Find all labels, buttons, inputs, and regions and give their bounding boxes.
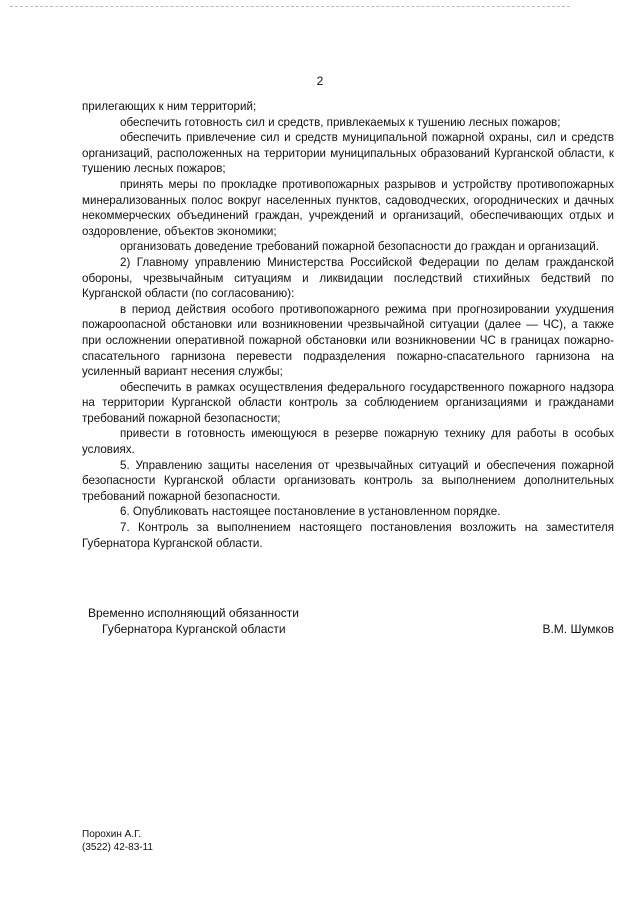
executor-block <box>82 828 153 854</box>
paragraph: в период действия особого противопожарного режима при прогнозировании ухудшения пожароопасной обстановки или возникновении чрезвычайной ситуации (далее — ЧС), а также при осложнении оперативной пожарной обстановки или возникновении ЧС в границах пожарно-спасательного гарнизона перевести подразделения пожарно-спасательного гарнизона на усиленный вариант несения службы; <box>82 302 614 379</box>
paragraph: обеспечить готовность сил и средств, привлекаемых к тушению лесных пожаров; <box>120 115 561 129</box>
page-number: 2 <box>316 74 324 88</box>
paragraph: привести в готовность имеющуюся в резерве пожарную технику для работы в особых условиях. <box>82 427 614 457</box>
paragraph: 6. Опубликовать настоящее постановление в установленном порядке. <box>120 505 501 519</box>
paragraph: 7. Контроль за выполнением настоящего постановления возложить на заместителя Губернатора Курганской области. <box>82 521 614 550</box>
paragraph: обеспечить в рамках осуществления федерального государственного пожарного надзора на территории Курганской области контроль за соблюдением организациями и гражданами требований пожарной безопасности; <box>82 380 614 425</box>
scan-artifact-line <box>10 6 570 7</box>
paragraph: организовать доведение требований пожарной безопасности до граждан и организаций. <box>120 240 599 254</box>
executor-name: Порохин А.Г. <box>82 829 142 840</box>
paragraph: 2) Главному управлению Министерства Российской Федерации по делам гражданской обороны, чрезвычайным ситуациям и ликвидации последствий стихийных бедствий по Курганской области (по согласованию): <box>82 255 614 301</box>
paragraph: прилегающих к ним территорий; <box>82 100 257 113</box>
paragraph: обеспечить привлечение сил и средств муниципальной пожарной охраны, сил и средств организаций, расположенных на территории муниципальных образований Курганской области, к тушению лесных пожаров; <box>82 131 614 176</box>
paragraph: принять меры по прокладке противопожарных разрывов и устройству противопожарных минерализованных полос вокруг населенных пунктов, садоводческих, огороднических и дачных некоммерческих объединений граждан, учреждений и организаций, обеспечивающих отдых и оздоровление, объектов экономики; <box>82 177 614 238</box>
signatory-title-line2: Губернатора Курганской области <box>102 622 286 636</box>
paragraph: 5. Управлению защиты населения от чрезвычайных ситуаций и обеспечения пожарной безопасности Курганской области организовать контроль за выполнением дополнительных требований пожарной безопасности. <box>82 458 614 503</box>
document-body <box>82 99 614 551</box>
signatory-name: В.М. Шумков <box>542 622 614 636</box>
executor-phone: (3522) 42-83-11 <box>82 842 153 853</box>
signatory-title-line1: Временно исполняющий обязанности <box>88 606 299 620</box>
